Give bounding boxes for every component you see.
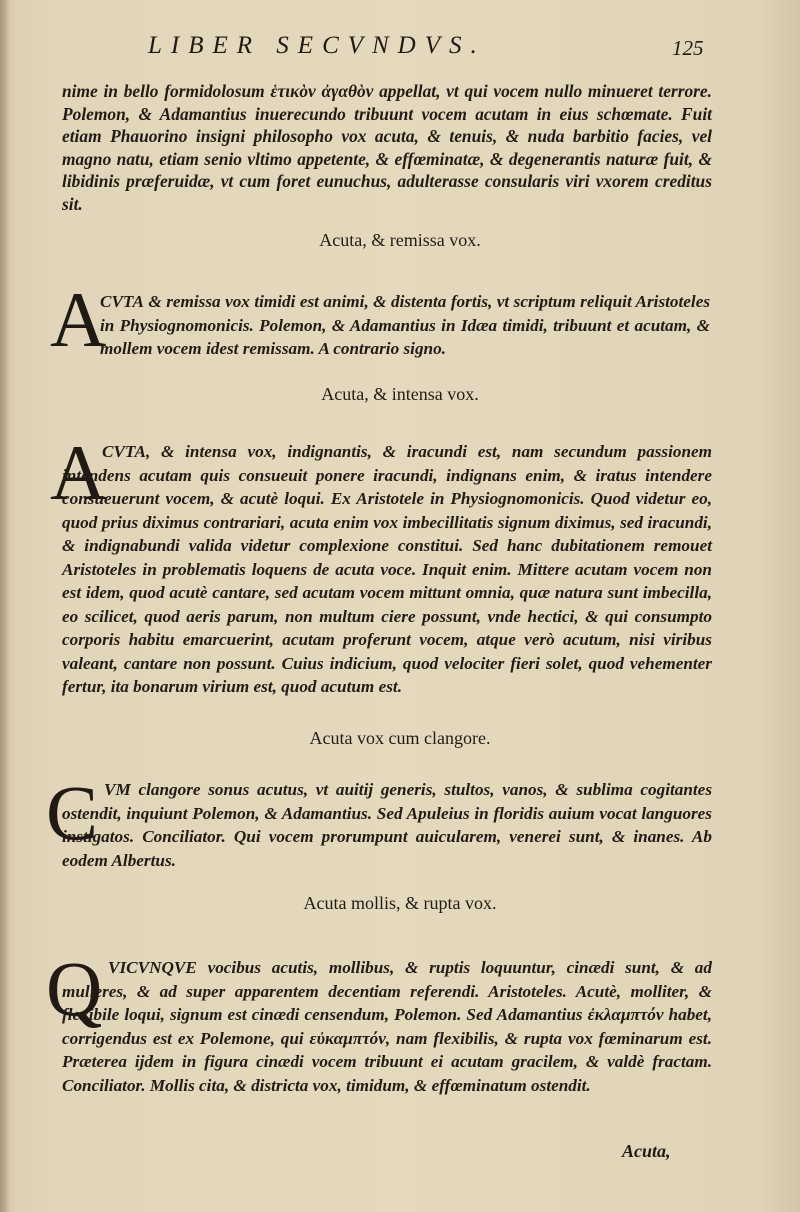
section-text-4: vocibus acutis, mollibus, & ruptis loquuntur, cinædi sunt, & ad mulieres, & ad super apparentem decentiam referendi. Aristoteles. Acutè, molliter, & flexibile loqui, signum est cinædi censendum, Polemon. Sed Adamantius ἐκλαμπτόν habet, corrigendus est ex Polemone, qui εὐκαμπτόν, nam flexibilis, & rupta vox fœminarum est. Præterea ijdem in figura cinædi vocem tribuunt ei acutam gracilem, & valdè fractam. Conciliator. Mollis cita, & districta vox, timidum, & effœminatum ostendit. xyxy=(62,958,712,1095)
gutter-shadow xyxy=(0,0,10,1212)
catchword: Acuta, xyxy=(622,1141,671,1161)
section-text-2: & intensa vox, indignantis, & iracundi est, nam secundum passionem intendens acutam quis consueuit ponere iracundi, indignans enim, & iratus intendere consueuerunt vocem, & acutè loqui. Ex Aristotele in Physiognomonicis. Quod videtur eo, quod prius diximus contrariari, acuta enim vox imbecillitatis signum diximus, sed iracundi, & indignabundi valida videtur complexione constitui. Sed hanc dubitationem remouet Aristoteles in problematis loquens de acuta voce. Inquit enim. Mittere acutam vocem non est idem, quod acutè cantare, sed acutam vocem mittunt omnia, quæ natura sunt imbecilla, eo scilicet, quod aeris parum, non multum ciere possunt, vnde hectici, & qui consumpto corporis habitu emarcuerint, acutam proferunt vocem, atque verò acutum, nisi viribus valeant, cantare non possunt. Cuius indicium, quod velociter fieri solet, quod vehementer fertur, ita bonarum virium est, quod acutum est. xyxy=(62,442,712,696)
section-heading-2: Acuta, & intensa vox. xyxy=(321,384,479,404)
section-heading-3: Acuta vox cum clangore. xyxy=(309,728,491,748)
section-text-3: clangore sonus acutus, vt auitij generis, stultos, vanos, & sublima cogitantes ostendit, inquiunt Polemon, & Adamantius. Sed Apuleius in floridis auium vocat languores instigatos. Conciliator. Qui vocem prorumpunt auicularem, venerei sunt, & inanes. Ab eodem Albertus. xyxy=(62,780,713,870)
intro-paragraph: nime in bello formidolosum ἑτικὸν ἀγαθὸν appellat, vt qui vocem nullo minueret terrore. Polemon, & Adamantius inuerecundo tribuunt vocem acutam in eius schœmate. Fuit etiam Phauorino insigni philosopho vox acuta, & tenuis, & nuda barbitio facies, vel magno natu, etiam senio vltimo appetente, & effœminatæ, & degenerantis naturæ fuit, & libidinis præferuidæ, vt cum foret eunuchus, adulterasse consularis viri vxorem creditus sit. xyxy=(62,81,712,214)
drop-cap-2: A xyxy=(50,429,107,516)
section-lead-4: VICVNQVE xyxy=(108,958,197,977)
section-heading-1: Acuta, & remissa vox. xyxy=(319,230,481,250)
section-lead-1: CVTA xyxy=(100,292,144,311)
section-text-1: & remissa vox timidi est animi, & distenta fortis, vt scriptum reliquit Aristoteles in Physiognomonicis. Polemon, & Adamantius in Idæa timidi, tribuunt et acutam, & mollem vocem idest remissam. A contrario signo. xyxy=(100,292,711,358)
section-body-2 xyxy=(62,440,712,699)
section-heading-4: Acuta mollis, & rupta vox. xyxy=(303,893,497,913)
drop-cap-1: A xyxy=(50,276,107,363)
section-body-4 xyxy=(62,956,712,1097)
section-body-1 xyxy=(100,290,710,361)
drop-cap-3: C xyxy=(46,769,99,856)
section-body-3 xyxy=(62,778,712,872)
running-head: LIBER SECVNDVS. xyxy=(148,32,486,59)
drop-cap-4: Q xyxy=(46,945,103,1032)
section-lead-3: VM xyxy=(104,780,131,799)
page-number: 125 xyxy=(672,36,704,60)
section-lead-2: CVTA, xyxy=(102,442,151,461)
